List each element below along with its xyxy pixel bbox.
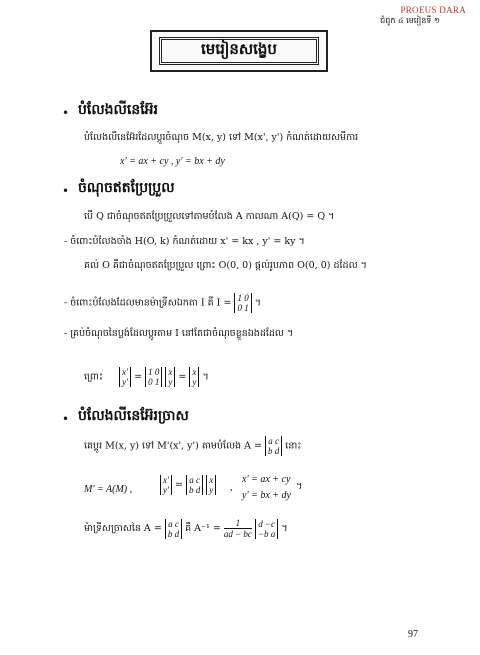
matrix-row: y [209, 485, 214, 495]
inverse-fraction [224, 518, 252, 539]
page-title: មេរៀនសង្ខេប [159, 37, 319, 65]
bullet-icon: • [62, 106, 70, 120]
matrix-row: y [168, 377, 173, 387]
fraction-denominator: ad − bc [223, 529, 252, 539]
system-eq2: y' = bx + dy [242, 490, 291, 501]
section3-line1 [84, 436, 302, 456]
matrix-equation [160, 475, 216, 495]
section2-line5: - គ្រប់ចំណុចនៃប្លង់ដែលប្តូរតាម I នៅតែជាចំណុចខ្លួនឯងដដែល ។ [64, 328, 294, 339]
because-end: ។ [202, 371, 209, 383]
section2-because [84, 367, 209, 387]
section2-heading: ចំណុចឥតប្រែប្រួល [78, 180, 175, 196]
vector-prime [160, 475, 172, 495]
section2-line4 [64, 293, 261, 313]
inverse-mid: គឺ A⁻¹ = [185, 523, 221, 534]
section2-line2: - ចំពោះបំលែងចាំង H(O, k) កំណត់ដោយ x' = kx , y' = ky ។ [64, 236, 305, 247]
because-label: ព្រោះ [84, 371, 104, 383]
matrix-a [186, 475, 203, 495]
brand-label: PROEUS DARA [400, 5, 466, 15]
title-banner [150, 30, 328, 72]
matrix-row: a c [268, 436, 279, 446]
chapter-label: ជំពូក ៤ មេរៀនទី ១ [380, 16, 440, 25]
section1-heading: បំលែងលីនេអ៊ែរ [78, 102, 158, 118]
matrix-row: 0 1 [237, 303, 249, 313]
page-number: 97 [408, 629, 418, 640]
matrix-row: −b a [257, 528, 276, 539]
adjugate-matrix [255, 519, 278, 539]
matrix-row: 1 0 [237, 293, 249, 303]
section1-equation: x' = ax + cy , y' = bx + dy [120, 156, 225, 167]
section2-line3: គល់ O គឺជាចំណុចឥតប្រែប្រួល ព្រោះ O(0, 0) ផ្តល់រូបភាព O(0, 0) ដដែល ។ [84, 260, 367, 271]
matrix-row: b d [167, 528, 180, 539]
matrix-row: 1 0 [148, 367, 160, 377]
comma-sign: , [230, 482, 233, 493]
section2-line1: បើ Q ជាចំណុចឥតប្រែប្រួលទៅតាមបំលែង A កាលណា A(Q) = Q ។ [84, 211, 335, 222]
matrix-row: x [168, 367, 173, 377]
matrix-a [165, 519, 182, 539]
vector [165, 367, 175, 387]
equals-sign: = [134, 371, 143, 383]
matrix-row: y' [122, 377, 129, 387]
vector [189, 367, 199, 387]
matrix-row: x' [122, 367, 129, 377]
identity-matrix [145, 367, 162, 387]
equals-sign: = [178, 371, 187, 383]
system-eq1: x' = ax + cy [242, 474, 291, 485]
inverse-line [84, 518, 288, 539]
vector [206, 475, 216, 495]
vector-prime [119, 367, 131, 387]
matrix-row: x [209, 475, 214, 485]
inverse-text: ម៉ាទ្រីសច្រាសនៃ A = [84, 523, 162, 534]
section3-line1-text: គេប្តូរ M(x, y) ទៅ M'(x', y') តាមបំលែង A = [84, 440, 262, 452]
matrix-row: b d [267, 446, 280, 456]
matrix-row: x' [163, 475, 169, 485]
identity-end: ។ [254, 297, 261, 309]
matrix-row: y' [163, 485, 169, 495]
bullet-icon: • [62, 184, 70, 198]
matrix-row: a c [189, 475, 200, 485]
matrix-row: 0 1 [148, 377, 160, 387]
fraction-numerator: 1 [224, 518, 252, 529]
section1-line1: បំលែងលីនេអ៊ែរដែលប្តូរចំណុច M(x, y) ទៅ M(x', y') កំណត់ដោយសមីការ [84, 132, 359, 143]
system-equations [242, 472, 291, 504]
identity-text: - ចំពោះបំលែងដែលមានម៉ាទ្រីសឯកតា I គឺ I = [64, 297, 232, 309]
equals-sign: = [174, 479, 183, 491]
matrix-a [265, 436, 282, 456]
matrix-row: a c [168, 518, 179, 529]
matrix-row: b d [188, 485, 201, 495]
bullet-icon: • [62, 412, 70, 426]
mapping-expression: M' = A(M) , [84, 484, 133, 495]
section3-heading: បំលែងលីនេអ៊ែរច្រាស [78, 408, 189, 424]
section3-line1-end: នោះ [285, 440, 302, 452]
matrix-row: y [192, 377, 197, 387]
identity-matrix [234, 293, 251, 313]
system-end: ។ [296, 481, 303, 492]
matrix-row: x [192, 367, 197, 377]
inverse-end: ។ [281, 523, 288, 534]
matrix-row: d −c [258, 518, 276, 529]
